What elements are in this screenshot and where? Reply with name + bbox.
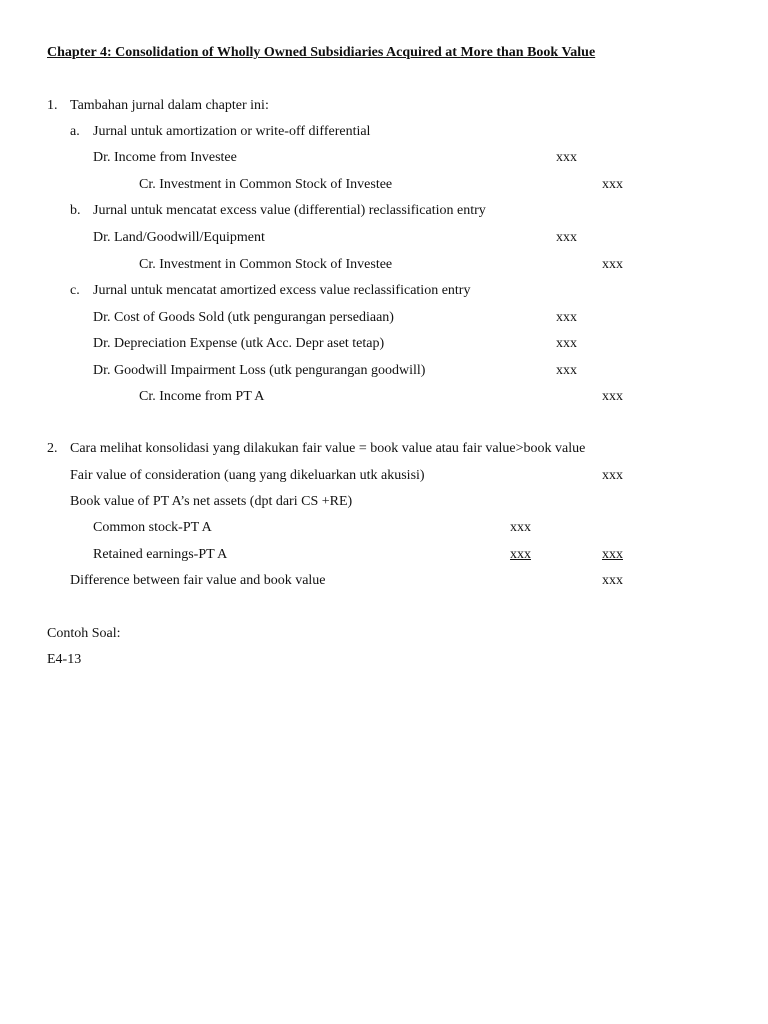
section-1-number: 1.	[47, 98, 58, 113]
debit-amount: xxx	[556, 336, 577, 351]
debit-amount: xxx	[556, 150, 577, 165]
item-a-text: Jurnal untuk amortization or write-off differential	[93, 124, 371, 139]
credit-amount: xxx	[602, 177, 623, 192]
journal-line: Cr. Investment in Common Stock of Investee	[139, 257, 393, 272]
item-a-label: a.	[70, 124, 80, 139]
item-c-label: c.	[70, 283, 80, 298]
debit-amount: xxx	[556, 310, 577, 325]
journal-line: Dr. Cost of Goods Sold (utk pengurangan persediaan)	[93, 310, 394, 325]
retained-earnings-label: Retained earnings-PT A	[93, 547, 228, 562]
debit-amount: xxx	[556, 230, 577, 245]
journal-line: Dr. Goodwill Impairment Loss (utk pengurangan goodwill)	[93, 363, 426, 378]
debit-amount: xxx	[556, 363, 577, 378]
item-b-label: b.	[70, 203, 81, 218]
item-c-text: Jurnal untuk mencatat amortized excess value reclassification entry	[93, 283, 471, 298]
fair-value-amount: xxx	[602, 468, 623, 483]
section-1-heading: Tambahan jurnal dalam chapter ini:	[70, 98, 269, 113]
journal-line: Dr. Land/Goodwill/Equipment	[93, 230, 265, 245]
difference-label: Difference between fair value and book value	[70, 573, 326, 588]
credit-amount: xxx	[602, 257, 623, 272]
book-value-total: xxx	[602, 547, 623, 562]
contoh-soal-label: Contoh Soal:	[47, 626, 121, 641]
fair-value-label: Fair value of consideration (uang yang dikeluarkan utk akusisi)	[70, 468, 425, 483]
section-2-heading: Cara melihat konsolidasi yang dilakukan fair value = book value atau fair value>book value	[70, 441, 586, 456]
journal-line: Cr. Investment in Common Stock of Investee	[139, 177, 393, 192]
retained-earnings-amount: xxx	[510, 547, 531, 562]
book-value-label: Book value of PT A’s net assets (dpt dari CS +RE)	[70, 494, 353, 509]
difference-amount: xxx	[602, 573, 623, 588]
common-stock-amount: xxx	[510, 520, 531, 535]
journal-line: Cr. Income from PT A	[139, 389, 265, 404]
item-b-text: Jurnal untuk mencatat excess value (differential) reclassification entry	[93, 203, 486, 218]
section-2-number: 2.	[47, 441, 58, 456]
journal-line: Dr. Income from Investee	[93, 150, 237, 165]
page-title: Chapter 4: Consolidation of Wholly Owned Subsidiaries Acquired at More than Book Value	[47, 45, 596, 60]
exercise-code: E4-13	[47, 652, 82, 667]
credit-amount: xxx	[602, 389, 623, 404]
common-stock-label: Common stock-PT A	[93, 520, 212, 535]
journal-line: Dr. Depreciation Expense (utk Acc. Depr aset tetap)	[93, 336, 385, 351]
